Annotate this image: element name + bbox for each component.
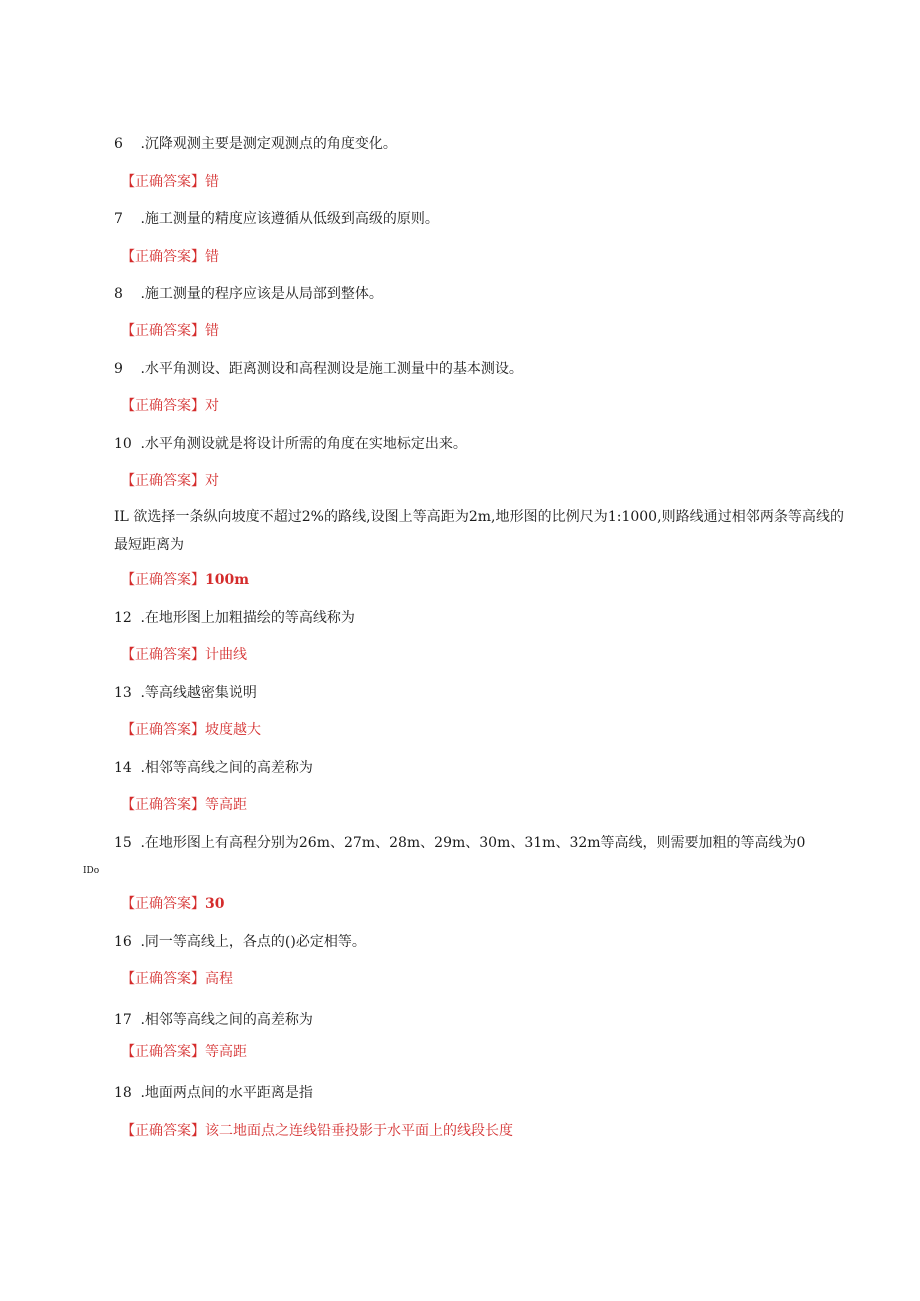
question-9 [114, 359, 523, 379]
answer-label: 【正确答案】 [121, 473, 205, 489]
answer-label: 【正确答案】 [121, 722, 205, 738]
answer-label: 【正确答案】 [121, 174, 205, 190]
question-number: 9 [114, 361, 123, 377]
answer-label: 【正确答案】 [121, 398, 205, 414]
answer-8 [121, 321, 219, 341]
question-text: .水平角测设、距离测设和高程测设是施工测量中的基本测设。 [140, 361, 523, 377]
answer-value: 等高距 [205, 1044, 247, 1060]
question-number: 16 [114, 934, 132, 950]
answer-12 [121, 645, 247, 665]
answer-label: 【正确答案】 [121, 1044, 205, 1060]
answer-value: 坡度越大 [205, 722, 261, 738]
answer-value: 该二地面点之连线铅垂投影于水平面上的线段长度 [205, 1123, 513, 1139]
question-number: 12 [114, 610, 132, 626]
question-17 [114, 1010, 313, 1030]
question-text: .在地形图上加粗描绘的等高线称为 [140, 610, 355, 626]
question-number: 7 [114, 211, 123, 227]
question-15 [114, 833, 805, 853]
answer-7 [121, 247, 219, 267]
question-number: 15 [114, 835, 132, 851]
answer-value: 错 [205, 249, 219, 265]
answer-label: 【正确答案】 [121, 249, 205, 265]
question-text: .水平角测设就是将设计所需的角度在实地标定出来。 [140, 436, 467, 452]
answer-13 [121, 720, 261, 740]
answer-15 [121, 894, 224, 914]
answer-11 [121, 570, 249, 590]
answer-10 [121, 471, 219, 491]
answer-label: 【正确答案】 [121, 797, 205, 813]
question-18 [114, 1083, 313, 1103]
answer-label: 【正确答案】 [121, 323, 205, 339]
question-number: 6 [114, 136, 123, 152]
question-number: 13 [114, 685, 132, 701]
question-text: .相邻等高线之间的高差称为 [140, 760, 313, 776]
answer-6 [121, 172, 219, 192]
answer-value: 对 [205, 398, 219, 414]
answer-value: 错 [205, 323, 219, 339]
question-7 [114, 209, 439, 229]
question-12 [114, 608, 355, 628]
question-text: .同一等高线上，各点的()必定相等。 [140, 934, 366, 950]
answer-value: 对 [205, 473, 219, 489]
question-number: IL [114, 509, 129, 525]
answer-18 [121, 1121, 513, 1141]
answer-label: 【正确答案】 [121, 647, 205, 663]
question-10 [114, 434, 467, 454]
question-number: 8 [114, 286, 123, 302]
answer-14 [121, 795, 247, 815]
question-text: .地面两点间的水平距离是指 [140, 1085, 313, 1101]
question-number: 17 [114, 1012, 132, 1028]
question-14 [114, 758, 313, 778]
answer-17 [121, 1042, 247, 1062]
answer-label: 【正确答案】 [121, 572, 205, 588]
question-text: .等高线越密集说明 [140, 685, 257, 701]
question-number: 10 [114, 436, 132, 452]
question-text: .施工测量的程序应该是从局部到整体。 [140, 286, 383, 302]
question-text: .在地形图上有高程分别为26m、27m、28m、29m、30m、31m、32m等高线，则需要加粗的等高线为0 [140, 835, 806, 851]
question-number: 18 [114, 1085, 132, 1101]
question-text: 欲选择一条纵向坡度不超过2%的路线,设图上等高距为2m,地形图的比例尺为1:1000,则路线通过相邻两条等高线的最短距离为 [114, 509, 845, 553]
question-11 [114, 503, 844, 559]
question-number: 14 [114, 760, 132, 776]
answer-value: 100m [205, 572, 250, 588]
answer-label: 【正确答案】 [121, 896, 205, 912]
answer-label: 【正确答案】 [121, 971, 205, 987]
question-text: .沉降观测主要是测定观测点的角度变化。 [140, 136, 397, 152]
answer-value: 高程 [205, 971, 233, 987]
question-6 [114, 134, 397, 154]
question-16 [114, 932, 366, 952]
answer-9 [121, 396, 219, 416]
answer-label: 【正确答案】 [121, 1123, 205, 1139]
answer-16 [121, 969, 233, 989]
question-text: .相邻等高线之间的高差称为 [140, 1012, 313, 1028]
question-text: .施工测量的精度应该遵循从低级到高级的原则。 [140, 211, 439, 227]
answer-value: 30 [205, 896, 225, 912]
answer-value: 等高距 [205, 797, 247, 813]
question-8 [114, 284, 383, 304]
stray-text: IDo [83, 866, 100, 876]
question-13 [114, 683, 257, 703]
answer-value: 错 [205, 174, 219, 190]
answer-value: 计曲线 [205, 647, 247, 663]
